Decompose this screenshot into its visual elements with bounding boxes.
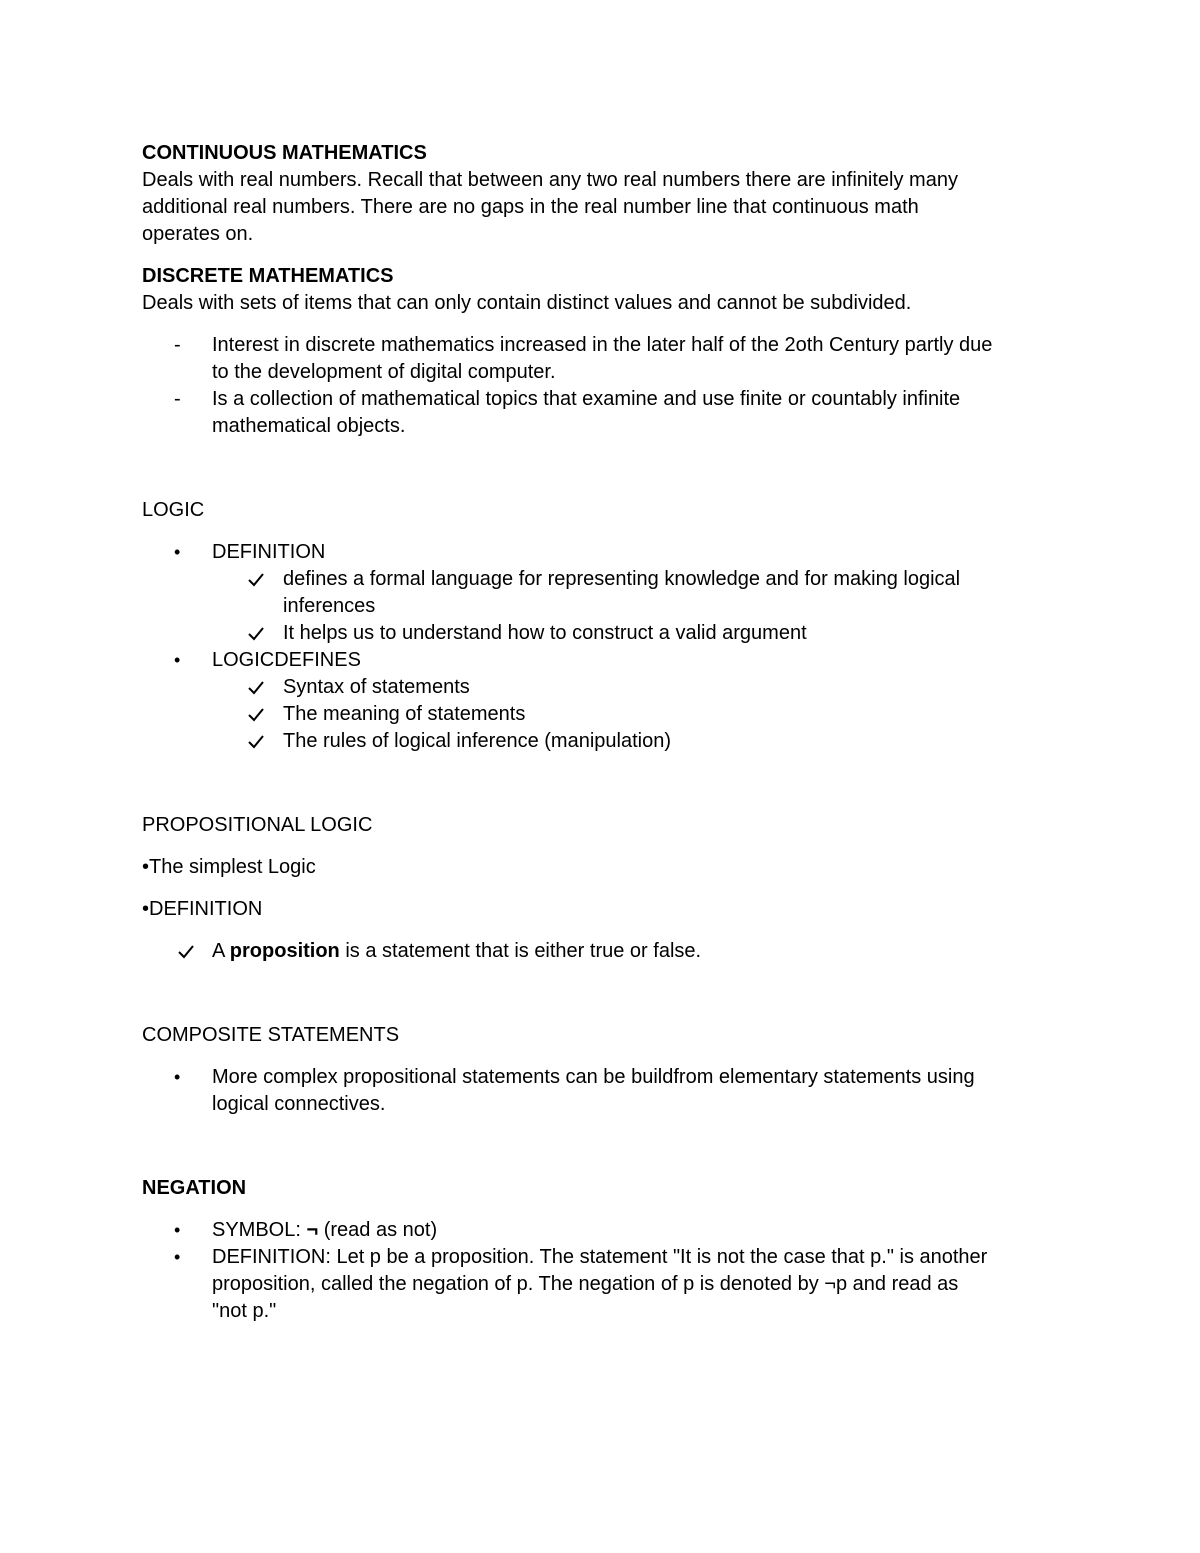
list-item-line: More complex propositional statements can be buildfrom elementary statements using (212, 1066, 975, 1088)
bullet-icon: • (174, 542, 181, 562)
list-item (142, 539, 1062, 566)
list-item (142, 1217, 1062, 1244)
list-item-line: The meaning of statements (283, 703, 526, 725)
list-item-line: mathematical objects. (212, 415, 406, 437)
section-logic (142, 497, 1062, 755)
section-negation (142, 1175, 1062, 1325)
continuous-line-3: operates on. (142, 223, 254, 245)
list-item-line: "not p." (212, 1300, 277, 1322)
list-item-line: DEFINITION: Let p be a proposition. The statement "It is not the case that p." is another (212, 1246, 988, 1268)
negation-symbol: ¬ (306, 1219, 319, 1241)
propositional-line-2: •DEFINITION (142, 898, 263, 920)
section-discrete (142, 263, 1062, 440)
checkmark-icon (248, 728, 264, 755)
dash-marker: - (174, 334, 181, 356)
continuous-line-2: additional real numbers. There are no gaps in the real number line that continuous math (142, 196, 919, 218)
list-item-line: Interest in discrete mathematics increased in the later half of the 2oth Century partly due (212, 334, 993, 356)
list-item (142, 938, 1062, 965)
list-item-line: proposition, called the negation of p. The negation of p is denoted by ¬p and read as (212, 1273, 959, 1295)
list-item-line: defines a formal language for representing knowledge and for making logical (283, 568, 961, 590)
list-item (142, 386, 1062, 440)
discrete-heading: DISCRETE MATHEMATICS (142, 265, 394, 287)
dash-marker: - (174, 388, 181, 410)
definition-prefix: A (212, 940, 230, 962)
list-item (142, 566, 1062, 620)
propositional-heading: PROPOSITIONAL LOGIC (142, 814, 373, 836)
list-item-line: to the development of digital computer. (212, 361, 556, 383)
section-composite (142, 1022, 1062, 1118)
composite-heading: COMPOSITE STATEMENTS (142, 1024, 400, 1046)
bullet-icon: • (174, 1220, 181, 1240)
list-item-line: Is a collection of mathematical topics that examine and use finite or countably infinite (212, 388, 961, 410)
proposition-definition (142, 938, 1062, 965)
list-item (142, 647, 1062, 674)
definition-suffix: is a statement that is either true or false. (339, 940, 702, 962)
continuous-line-1: Deals with real numbers. Recall that between any two real numbers there are infinitely many (142, 169, 958, 191)
list-item (142, 1244, 1062, 1325)
checkmark-icon (248, 674, 264, 701)
list-item-line: It helps us to understand how to construct a valid argument (283, 622, 807, 644)
list-item-line: inferences (283, 595, 376, 617)
section-continuous (142, 140, 1062, 248)
list-item (142, 674, 1062, 701)
discrete-list (142, 332, 1062, 440)
negation-symbol-line (142, 1217, 1062, 1244)
checkmark-icon (248, 620, 264, 647)
list-item-line: Syntax of statements (283, 676, 470, 698)
list-item (142, 332, 1062, 386)
list-item (142, 701, 1062, 728)
document-page (142, 140, 1062, 1325)
logic-definition-label: DEFINITION (212, 541, 326, 563)
symbol-suffix: (read as not) (318, 1219, 438, 1241)
negation-list (142, 1217, 1062, 1325)
list-item-line: logical connectives. (212, 1093, 386, 1115)
section-propositional (142, 812, 1062, 965)
checkmark-icon (178, 938, 194, 965)
negation-heading: NEGATION (142, 1177, 247, 1199)
list-item (142, 728, 1062, 755)
bullet-icon: • (174, 1247, 181, 1267)
list-item (142, 620, 1062, 647)
bullet-icon: • (174, 650, 181, 670)
list-item-line: The rules of logical inference (manipulation) (283, 730, 671, 752)
logic-defines-label: LOGICDEFINES (212, 649, 361, 671)
checkmark-icon (248, 701, 264, 728)
symbol-prefix: SYMBOL: (212, 1219, 307, 1241)
propositional-line-1: •The simplest Logic (142, 856, 316, 878)
definition-term: proposition (229, 940, 340, 962)
checkmark-icon (248, 566, 264, 593)
list-item (142, 1064, 1062, 1118)
logic-list (142, 539, 1062, 755)
continuous-heading: CONTINUOUS MATHEMATICS (142, 142, 427, 164)
discrete-body: Deals with sets of items that can only contain distinct values and cannot be subdivided. (142, 292, 912, 314)
bullet-icon: • (174, 1067, 181, 1087)
logic-heading: LOGIC (142, 499, 205, 521)
